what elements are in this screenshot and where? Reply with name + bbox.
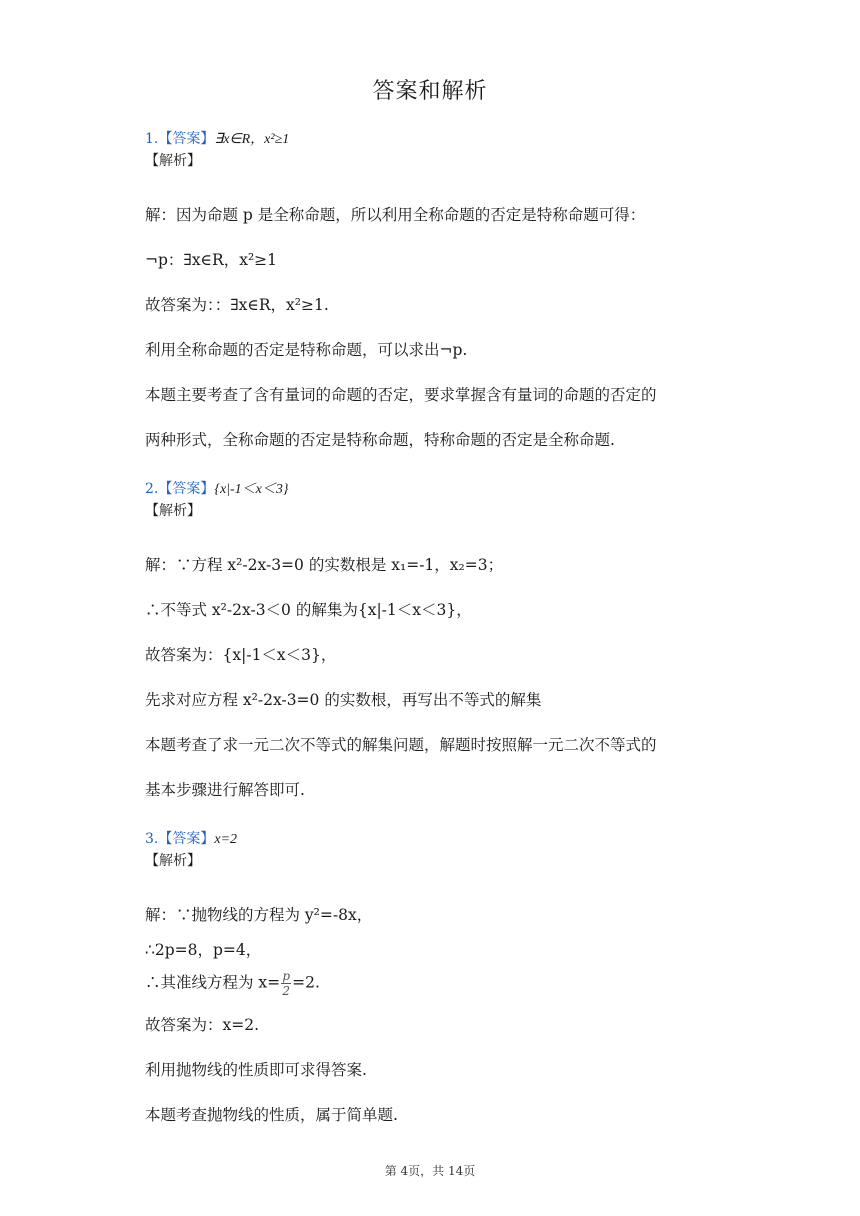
analysis-label: 【解析】 <box>145 153 201 169</box>
analysis-label: 【解析】 <box>145 503 201 519</box>
analysis-line: 本题主要考查了含有量词的命题的否定，要求掌握含有量词的命题的否定的 <box>145 386 657 404</box>
analysis-line: 先求对应方程 x²-2x-3=0 的实数根，再写出不等式的解集 <box>145 691 542 709</box>
page-footer: 第 4页，共 14页 <box>384 1164 476 1178</box>
analysis-line: 故答案为：：∃x∈R，x²≥1. <box>145 296 329 314</box>
fraction-numerator: p <box>282 969 291 983</box>
answer-label: 3.【答案】 <box>145 831 215 847</box>
analysis-line: 本题考查抛物线的性质，属于简单题. <box>145 1106 398 1124</box>
analysis-text: =2. <box>292 973 320 992</box>
analysis-line: 解：∵方程 x²-2x-3=0 的实数根是 x₁=-1，x₂=3； <box>145 556 504 574</box>
answer-value: {x|-1＜x＜3} <box>214 482 289 497</box>
analysis-line: 利用全称命题的否定是特称命题，可以求出¬p. <box>145 341 468 359</box>
answer-value: x=2 <box>214 832 238 847</box>
answer-line-3 <box>145 828 237 851</box>
analysis-line: 故答案为：{x|-1＜x＜3}， <box>145 646 337 664</box>
analysis-line: 基本步骤进行解答即可. <box>145 781 305 799</box>
fraction <box>281 970 291 997</box>
analysis-line: ∴不等式 x²-2x-3＜0 的解集为{x|-1＜x＜3}， <box>145 601 472 619</box>
answer-label: 1.【答案】 <box>145 131 215 147</box>
analysis-line: 本题考查了求一元二次不等式的解集问题，解题时按照解一元二次不等式的 <box>145 736 657 754</box>
analysis-line: ∴2p=8，p=4， <box>145 941 262 959</box>
analysis-label: 【解析】 <box>145 853 201 869</box>
analysis-line: ¬p：∃x∈R，x²≥1 <box>145 251 278 269</box>
analysis-line: 两种形式，全称命题的否定是特称命题，特称命题的否定是全称命题. <box>145 431 615 449</box>
analysis-line-with-fraction <box>145 970 320 997</box>
page-title: 答案和解析 <box>372 79 488 104</box>
answer-value: ∃x∈R，x²≥1 <box>214 132 290 147</box>
answer-line-2 <box>145 478 289 501</box>
analysis-line: 解：因为命题 p 是全称命题，所以利用全称命题的否定是特称命题可得： <box>145 206 646 224</box>
analysis-line: 利用抛物线的性质即可求得答案. <box>145 1061 367 1079</box>
fraction-denominator: 2 <box>282 984 290 998</box>
analysis-line: 故答案为：x=2. <box>145 1016 260 1034</box>
answer-line-1 <box>145 128 289 151</box>
answer-label: 2.【答案】 <box>145 481 215 497</box>
analysis-text: ∴其准线方程为 x= <box>145 973 281 992</box>
analysis-line: 解：∵抛物线的方程为 y²=-8x， <box>145 906 373 924</box>
